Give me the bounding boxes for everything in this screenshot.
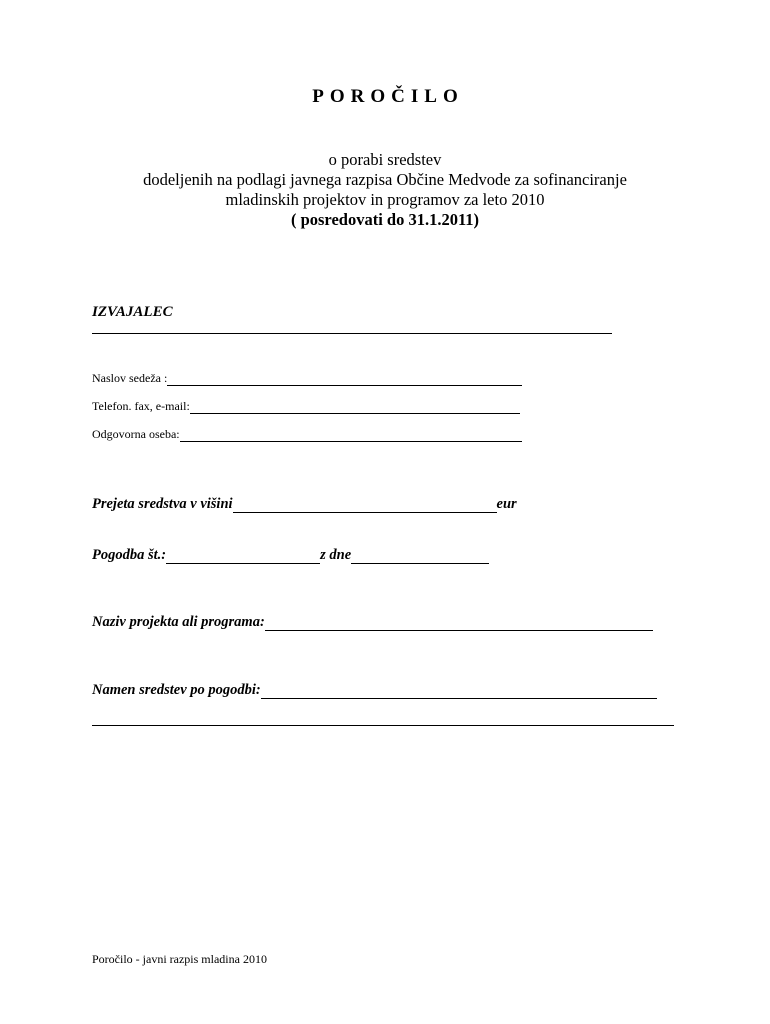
naslov-sedeza-field[interactable] (167, 373, 522, 386)
page-footer: Poročilo - javni razpis mladina 2010 (92, 952, 267, 966)
pogodba-number-field[interactable] (166, 549, 320, 564)
pogodba-date-label: z dne (320, 547, 352, 563)
namen-sredstev-continuation-line[interactable] (92, 725, 674, 726)
naziv-projekta-row (92, 614, 653, 631)
telefon-label: Telefon. fax, e-mail: (92, 399, 190, 413)
telefon-field[interactable] (190, 401, 520, 414)
prejeta-sredstva-label: Prejeta sredstva v višini (92, 496, 233, 512)
odgovorna-oseba-field[interactable] (180, 429, 522, 442)
telefon-row (92, 399, 520, 414)
naziv-projekta-label: Naziv projekta ali programa: (92, 614, 265, 630)
document-title: POROČILO (312, 86, 464, 107)
naslov-sedeza-row (92, 371, 522, 386)
prejeta-sredstva-field[interactable] (233, 498, 497, 513)
subtitle-line-1: o porabi sredstev (328, 150, 442, 169)
pogodba-date-field[interactable] (351, 549, 489, 564)
currency-unit: eur (496, 496, 517, 512)
naslov-sedeza-label: Naslov sedeža : (92, 371, 168, 385)
submission-deadline: ( posredovati do 31.1.2011) (290, 210, 480, 229)
odgovorna-oseba-row (92, 427, 522, 442)
izvajalec-name-line[interactable] (92, 333, 612, 334)
subtitle-line-2: dodeljenih na podlagi javnega razpisa Občine Medvode za sofinanciranje (143, 170, 627, 189)
subtitle-line-3: mladinskih projektov in programov za leto 2010 (225, 190, 545, 209)
document-subtitle (0, 150, 770, 230)
namen-sredstev-label: Namen sredstev po pogodbi: (92, 682, 261, 698)
pogodba-row (92, 547, 489, 564)
naziv-projekta-field[interactable] (265, 616, 653, 631)
prejeta-sredstva-row (92, 496, 517, 513)
odgovorna-oseba-label: Odgovorna oseba: (92, 427, 180, 441)
izvajalec-heading: IZVAJALEC (92, 304, 173, 320)
namen-sredstev-field[interactable] (261, 684, 657, 699)
pogodba-label: Pogodba št.: (92, 547, 167, 563)
namen-sredstev-row (92, 682, 657, 699)
